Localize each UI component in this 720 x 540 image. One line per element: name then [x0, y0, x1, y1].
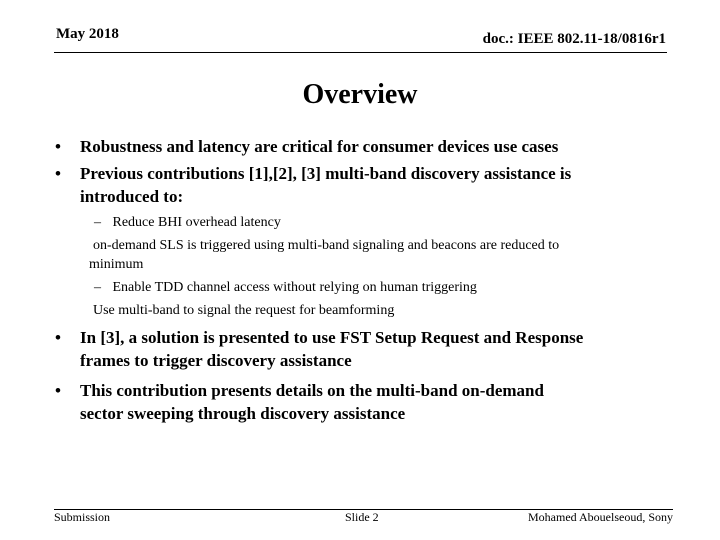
bullet-text: Previous contributions [1],[2], [3] multi-band discovery assistance is: [80, 164, 572, 183]
bullet-marker: •: [55, 328, 61, 347]
sub-item-text-continued: minimum: [89, 257, 144, 272]
dash-marker: –: [94, 280, 101, 295]
bullet-marker: •: [55, 164, 61, 183]
sub-item-text: Enable TDD channel access without relying on human triggering: [112, 280, 477, 295]
bullet-marker: •: [55, 381, 61, 400]
bullet-text: In [3], a solution is presented to use FST Setup Request and Response: [80, 328, 584, 347]
sub-item-text: Reduce BHI overhead latency: [112, 215, 281, 230]
footer-submission: Submission: [54, 510, 111, 524]
footer-slide-number: Slide 2: [345, 510, 379, 524]
bullet-text-continued: frames to trigger discovery assistance: [80, 351, 352, 370]
bullet-text: This contribution presents details on the multi-band on-demand: [80, 381, 544, 400]
sub-item: [94, 214, 281, 232]
bullet-text-continued: introduced to:: [80, 187, 184, 206]
bullet-marker: •: [55, 137, 61, 156]
slide-title: Overview: [302, 79, 418, 110]
sub-item-text: on-demand SLS is triggered using multi-band signaling and beacons are reduced to: [93, 238, 560, 253]
sub-item-text: Use multi-band to signal the request for beamforming: [93, 303, 395, 318]
sub-item: [94, 279, 477, 297]
footer-author: Mohamed Abouelseoud, Sony: [528, 510, 673, 524]
bullet-text: Robustness and latency are critical for consumer devices use cases: [80, 137, 559, 156]
header-divider: [54, 52, 667, 53]
bullet-text-continued: sector sweeping through discovery assistance: [80, 404, 406, 423]
header-doc-id: doc.: IEEE 802.11-18/0816r1: [482, 31, 666, 47]
dash-marker: –: [94, 215, 101, 230]
header-date: May 2018: [56, 26, 119, 42]
